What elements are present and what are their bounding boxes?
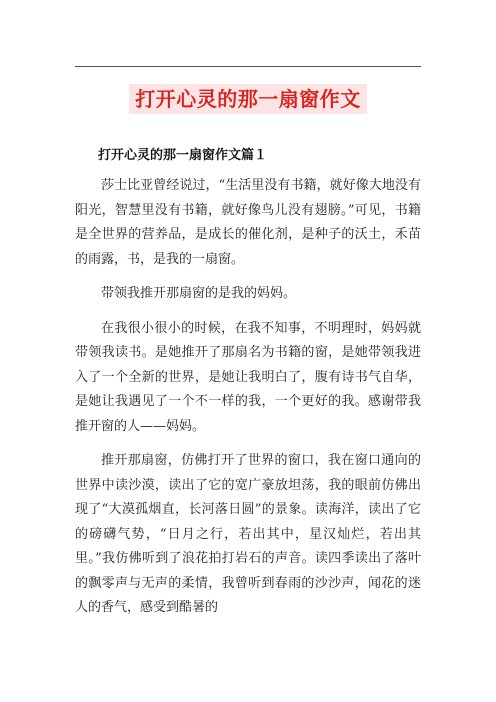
paragraph-1: 莎士比亚曾经说过，“生活里没有书籍，就好像大地没有阳光，智慧里没有书籍，就好像鸟儿没有翅膀。”可见，书籍是全世界的营养品，是成长的催化剂，是种子的沃土，禾苗的雨露，书，是我的一扇窗。 — [75, 178, 421, 267]
header-divider — [75, 66, 421, 67]
paragraph-2: 带领我推开那扇窗的是我的妈妈。 — [101, 286, 297, 301]
body-text — [75, 174, 421, 631]
section-heading: 打开心灵的那一扇窗作文篇１ — [98, 148, 268, 163]
title-container — [0, 84, 496, 114]
paragraph-3: 在我很小很小的时候，在我不知事，不明理时，妈妈就带领我读书。是她推开了那扇名为书籍的窗，是她带领我进入了一个全新的世界，是她让我明白了，腹有诗书气自华，是她让我遇见了一个不一样的我，一个更好的我。感谢带我推开窗的人——妈妈。 — [75, 320, 421, 434]
paragraph-4: 推开那扇窗，仿佛打开了世界的窗口，我在窗口通向的世界中读沙漠，读出了它的宽广豪放坦荡，我的眼前仿佛出现了“大漠孤烟直，长河落日圆”的景象。读海洋，读出了它的磅礴气势，“日月之行，若出其中，星汉灿烂，若出其里。”我仿佛听到了浪花拍打岩石的声音。读四季读出了落叶的飘零声与无声的柔情，我曾听到春雨的沙沙声，闻花的迷人的香气，感受到酷暑的 — [75, 453, 421, 615]
document-title: 打开心灵的那一扇窗作文 — [129, 84, 367, 114]
